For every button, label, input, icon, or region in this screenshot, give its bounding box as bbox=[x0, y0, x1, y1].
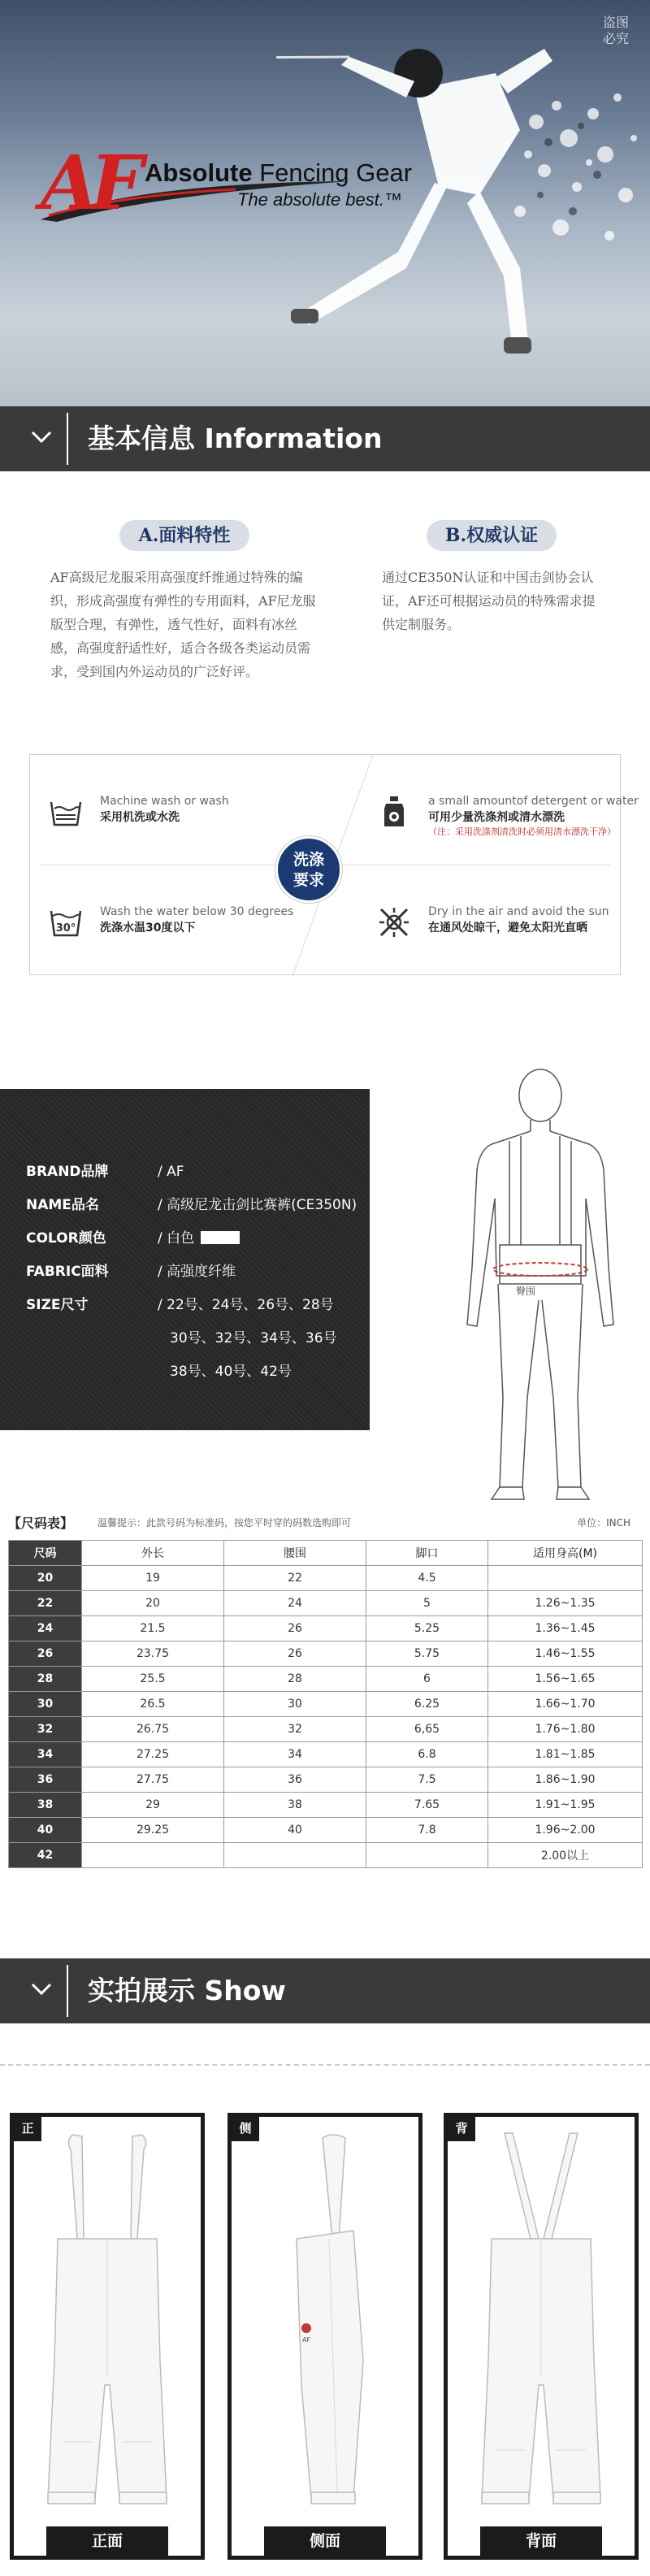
wash-item-zh: 在通风处晾干，避免太阳光直晒 bbox=[428, 922, 587, 935]
feature-certification-text: 通过CE350N认证和中国击剑协会认证，AF还可根据运动员的特殊需求提供定制服务。 bbox=[382, 570, 596, 632]
wash-instructions bbox=[29, 754, 639, 975]
table-cell: 1.36~1.45 bbox=[488, 1616, 643, 1641]
feature-fabric bbox=[50, 520, 318, 683]
spec-color-text: / 白色 bbox=[158, 1230, 195, 1247]
table-row bbox=[9, 1767, 643, 1793]
table-row bbox=[9, 1616, 643, 1641]
size-cell: 36 bbox=[9, 1767, 82, 1793]
table-cell: 1.86~1.90 bbox=[488, 1767, 643, 1793]
table-cell: 22 bbox=[224, 1566, 366, 1591]
wash-item-zh: 采用机洗或水洗 bbox=[100, 811, 180, 824]
chevron-down-icon bbox=[31, 1981, 52, 1997]
table-cell: 21.5 bbox=[82, 1616, 224, 1641]
spec-value: / 22号、24号、26号、28号 bbox=[158, 1297, 334, 1313]
table-cell: 25.5 bbox=[82, 1667, 224, 1692]
table-cell: 1.76~1.80 bbox=[488, 1717, 643, 1742]
pants-front-image bbox=[14, 2117, 201, 2556]
section-header-information bbox=[0, 406, 650, 471]
brand-name-bold: Absolute bbox=[145, 158, 253, 187]
table-cell: 7.65 bbox=[366, 1793, 488, 1818]
size-table-body bbox=[9, 1566, 643, 1868]
pants-back-image bbox=[448, 2117, 635, 2556]
hip-measure-label: 臀围 bbox=[516, 1286, 536, 1297]
table-cell: 1.66~1.70 bbox=[488, 1692, 643, 1717]
spec-key: BRAND品牌 bbox=[26, 1164, 109, 1180]
table-cell: 29.25 bbox=[82, 1818, 224, 1843]
wash-requirements-badge bbox=[275, 836, 342, 903]
section-title: 实拍展示 Show bbox=[88, 1975, 286, 2006]
color-swatch bbox=[201, 1231, 240, 1244]
brand-tagline: The absolute best.™ bbox=[237, 189, 403, 210]
table-cell: 5.25 bbox=[366, 1616, 488, 1641]
table-cell: 23.75 bbox=[82, 1641, 224, 1667]
photo-side bbox=[228, 2113, 422, 2560]
photo-caption: 背面 bbox=[480, 2526, 602, 2556]
brand-logo bbox=[41, 139, 413, 232]
wash-temp-label: 30° bbox=[55, 922, 76, 935]
table-cell: 6 bbox=[366, 1667, 488, 1692]
table-cell: 29 bbox=[82, 1793, 224, 1818]
dashed-divider bbox=[0, 2064, 650, 2066]
feature-fabric-title: A.面料特性 bbox=[119, 520, 249, 551]
table-cell: 27.25 bbox=[82, 1742, 224, 1767]
spec-value: 38号、40号、42号 bbox=[170, 1364, 292, 1380]
table-cell: 26 bbox=[224, 1616, 366, 1641]
wash-30-degrees-icon bbox=[48, 904, 84, 940]
table-cell: 1.56~1.65 bbox=[488, 1667, 643, 1692]
photo-tag: 正 bbox=[14, 2117, 41, 2141]
table-cell: 38 bbox=[224, 1793, 366, 1818]
table-cell: 19 bbox=[82, 1566, 224, 1591]
table-cell: 26.5 bbox=[82, 1692, 224, 1717]
body-outline-illustration bbox=[443, 1056, 638, 1511]
wash-item-zh: 洗涤水温30度以下 bbox=[100, 922, 196, 935]
feature-certification-title: B.权威认证 bbox=[427, 520, 557, 551]
spec-key: COLOR颜色 bbox=[26, 1230, 106, 1247]
wash-item-en: Wash the water below 30 degrees bbox=[100, 905, 294, 918]
photo-tag: 侧 bbox=[232, 2117, 259, 2141]
table-header-cell: 适用身高(M) bbox=[488, 1541, 643, 1566]
brand-name-rest: Fencing Gear bbox=[252, 158, 413, 187]
feature-certification bbox=[382, 520, 601, 636]
table-cell: 1.26~1.35 bbox=[488, 1591, 643, 1616]
spec-key: FABRIC面料 bbox=[26, 1264, 109, 1280]
photo-caption: 正面 bbox=[46, 2526, 168, 2556]
table-header-cell: 腰围 bbox=[224, 1541, 366, 1566]
wash-badge-line1: 洗涤 bbox=[292, 851, 324, 869]
wash-item-en: Dry in the air and avoid the sun bbox=[428, 905, 609, 918]
table-row bbox=[9, 1793, 643, 1818]
size-cell: 40 bbox=[9, 1818, 82, 1843]
table-row bbox=[9, 1843, 643, 1868]
spec-value bbox=[158, 1229, 240, 1248]
table-row bbox=[9, 1742, 643, 1767]
table-cell: 24 bbox=[224, 1591, 366, 1616]
photo-tag: 背 bbox=[448, 2117, 475, 2141]
table-cell: 30 bbox=[224, 1692, 366, 1717]
table-row bbox=[9, 1717, 643, 1742]
table-row bbox=[9, 1667, 643, 1692]
table-cell bbox=[488, 1566, 643, 1591]
table-row bbox=[9, 1818, 643, 1843]
table-cell bbox=[82, 1843, 224, 1868]
pants-side-image bbox=[232, 2117, 418, 2556]
feature-fabric-text: AF高级尼龙服采用高强度纤维通过特殊的编织，形成高强度有弹性的专用面料，AF尼龙服版型合理，有弹性，透气性好，面料有冰丝感，高强度舒适性好，适合各级各类运动员需求，受到国内外运动员的广泛好评。 bbox=[50, 570, 316, 679]
table-cell: 6.8 bbox=[366, 1742, 488, 1767]
size-table-unit: 单位：INCH bbox=[577, 1517, 630, 1529]
table-row bbox=[9, 1591, 643, 1616]
size-cell: 32 bbox=[9, 1717, 82, 1742]
size-cell: 26 bbox=[9, 1641, 82, 1667]
spec-value: / 高级尼龙击剑比赛裤(CE350N) bbox=[158, 1197, 358, 1213]
spec-panel bbox=[0, 1089, 370, 1430]
section-chevron-box bbox=[16, 413, 68, 465]
table-cell: 7.5 bbox=[366, 1767, 488, 1793]
size-table-tip: 温馨提示：此款号码为标准码，按您平时穿的码数选购即可 bbox=[98, 1517, 352, 1529]
body-figure bbox=[443, 1056, 638, 1511]
pants-logo-text: AF bbox=[301, 2336, 311, 2344]
size-cell: 22 bbox=[9, 1591, 82, 1616]
size-cell: 38 bbox=[9, 1793, 82, 1818]
wash-item-en: Machine wash or wash bbox=[100, 795, 229, 808]
no-sun-dry-icon bbox=[376, 904, 412, 940]
machine-wash-icon bbox=[48, 794, 84, 830]
table-cell: 32 bbox=[224, 1717, 366, 1742]
spec-key: NAME品名 bbox=[26, 1197, 99, 1213]
table-cell bbox=[366, 1843, 488, 1868]
table-header-cell: 尺码 bbox=[9, 1541, 82, 1566]
size-table-header-row bbox=[9, 1541, 643, 1566]
section-header-show bbox=[0, 1958, 650, 2023]
spec-key: SIZE尺寸 bbox=[26, 1297, 89, 1313]
table-cell: 34 bbox=[224, 1742, 366, 1767]
wash-item-note: （注：采用洗涤剂清洗时必须用清水漂洗干净） bbox=[428, 826, 616, 837]
table-cell: 1.91~1.95 bbox=[488, 1793, 643, 1818]
table-cell: 20 bbox=[82, 1591, 224, 1616]
table-cell: 26.75 bbox=[82, 1717, 224, 1742]
size-table-title: 【尺码表】 bbox=[8, 1516, 74, 1531]
wash-item-en: a small amountof detergent or water bbox=[428, 795, 639, 808]
table-cell: 40 bbox=[224, 1818, 366, 1843]
size-cell: 34 bbox=[9, 1742, 82, 1767]
table-cell bbox=[224, 1843, 366, 1868]
size-cell: 28 bbox=[9, 1667, 82, 1692]
size-cell: 42 bbox=[9, 1843, 82, 1868]
section-title: 基本信息 Information bbox=[88, 423, 383, 454]
size-cell: 20 bbox=[9, 1566, 82, 1591]
table-cell: 6.25 bbox=[366, 1692, 488, 1717]
table-header-cell: 脚口 bbox=[366, 1541, 488, 1566]
section-chevron-box bbox=[16, 1965, 68, 2017]
size-cell: 30 bbox=[9, 1692, 82, 1717]
brand-name bbox=[145, 158, 412, 188]
table-cell: 28 bbox=[224, 1667, 366, 1692]
table-cell: 1.81~1.85 bbox=[488, 1742, 643, 1767]
table-cell: 6,65 bbox=[366, 1717, 488, 1742]
table-row bbox=[9, 1692, 643, 1717]
spec-value: / AF bbox=[158, 1164, 184, 1180]
table-header-cell: 外长 bbox=[82, 1541, 224, 1566]
spec-value: 30号、32号、34号、36号 bbox=[170, 1330, 337, 1347]
table-cell: 27.75 bbox=[82, 1767, 224, 1793]
size-cell: 24 bbox=[9, 1616, 82, 1641]
table-cell: 36 bbox=[224, 1767, 366, 1793]
table-cell: 5.75 bbox=[366, 1641, 488, 1667]
hero-banner bbox=[0, 0, 650, 406]
detergent-bottle-icon bbox=[376, 794, 412, 830]
photo-front bbox=[10, 2113, 205, 2560]
photo-caption: 侧面 bbox=[264, 2526, 386, 2556]
size-table bbox=[8, 1540, 643, 1868]
table-cell: 2.00以上 bbox=[488, 1843, 643, 1868]
size-table-header bbox=[8, 1513, 642, 1533]
table-row bbox=[9, 1641, 643, 1667]
table-cell: 7.8 bbox=[366, 1818, 488, 1843]
wash-item-zh: 可用少量洗涤剂或清水漂洗 bbox=[428, 811, 565, 824]
table-cell: 26 bbox=[224, 1641, 366, 1667]
table-cell: 1.96~2.00 bbox=[488, 1818, 643, 1843]
photo-back bbox=[444, 2113, 639, 2560]
spec-value: / 高强度纤维 bbox=[158, 1264, 236, 1280]
wash-badge-line2: 要求 bbox=[292, 871, 324, 889]
logo-monogram: AF bbox=[41, 139, 136, 227]
watermark-text: 盗图必究 bbox=[602, 15, 629, 46]
table-cell: 1.46~1.55 bbox=[488, 1641, 643, 1667]
chevron-down-icon bbox=[31, 429, 52, 445]
table-cell: 4.5 bbox=[366, 1566, 488, 1591]
table-cell: 5 bbox=[366, 1591, 488, 1616]
table-row bbox=[9, 1566, 643, 1591]
